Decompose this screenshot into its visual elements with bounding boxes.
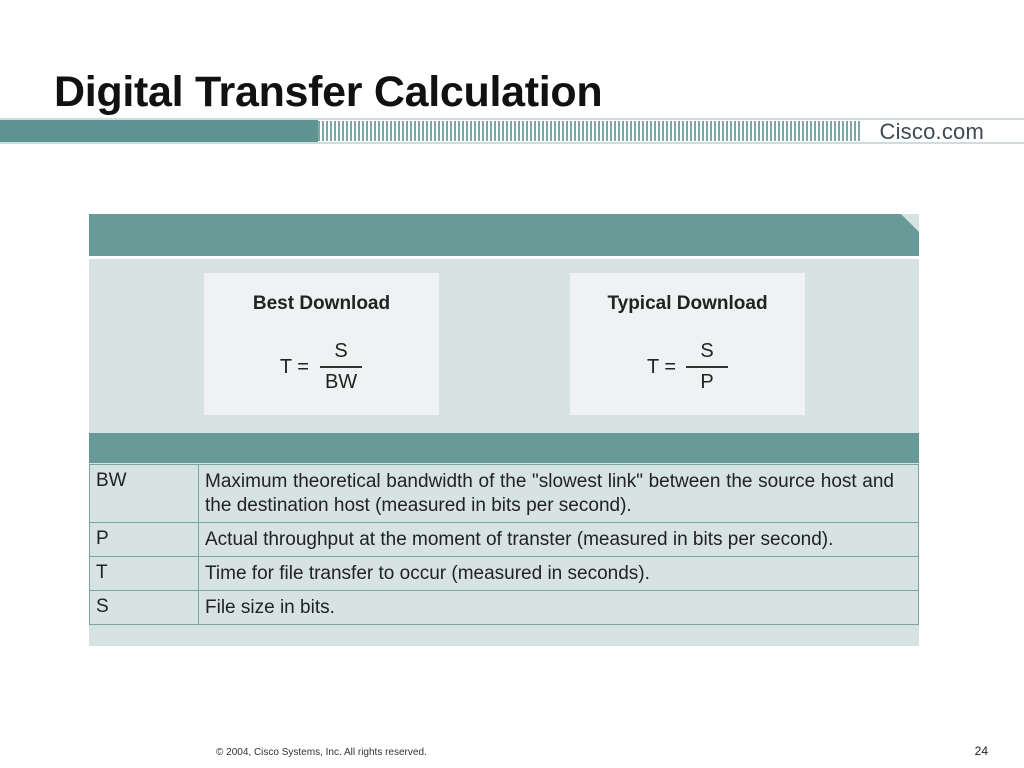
brand-logo-text: Cisco.com (879, 119, 984, 144)
banner-stripe (458, 121, 460, 141)
banner-stripe (342, 121, 344, 141)
formula-numerator: S (320, 340, 362, 368)
definitions-table (89, 464, 919, 625)
banner-stripe (850, 121, 852, 141)
banner-stripe (646, 121, 648, 141)
banner-stripe (814, 121, 816, 141)
banner-stripe (466, 121, 468, 141)
formula-panel (89, 214, 919, 646)
banner-stripe (486, 121, 488, 141)
formula-lhs: T = (279, 355, 309, 378)
banner-stripe (774, 121, 776, 141)
definition-term: T (90, 557, 199, 591)
banner-stripe (506, 121, 508, 141)
banner-stripe (366, 121, 368, 141)
banner-stripe (794, 121, 796, 141)
banner-stripe (450, 121, 452, 141)
banner-stripe (422, 121, 424, 141)
banner-stripe (786, 121, 788, 141)
definition-description: File size in bits. (199, 591, 919, 625)
banner-stripe (478, 121, 480, 141)
banner-stripe (642, 121, 644, 141)
banner-stripe (482, 121, 484, 141)
banner-stripe (810, 121, 812, 141)
banner-stripe (738, 121, 740, 141)
banner-stripe (658, 121, 660, 141)
banner-stripe (726, 121, 728, 141)
banner-stripe (634, 121, 636, 141)
banner-stripe (534, 121, 536, 141)
banner-stripe (614, 121, 616, 141)
banner-stripe (410, 121, 412, 141)
banner-stripe (826, 121, 828, 141)
banner-stripe (802, 121, 804, 141)
banner-stripe (370, 121, 372, 141)
banner-stripe (438, 121, 440, 141)
banner-stripe (750, 121, 752, 141)
banner-stripe (354, 121, 356, 141)
banner-stripe (546, 121, 548, 141)
banner-stripe (678, 121, 680, 141)
banner-stripe (382, 121, 384, 141)
banner-stripe (390, 121, 392, 141)
banner-stripe (742, 121, 744, 141)
banner-stripe (470, 121, 472, 141)
banner-stripe (670, 121, 672, 141)
banner-stripe (338, 121, 340, 141)
formula-denominator: BW (324, 371, 358, 393)
banner-stripe (610, 121, 612, 141)
banner-stripe (594, 121, 596, 141)
banner-stripe (510, 121, 512, 141)
banner-stripe (754, 121, 756, 141)
best-download-formula (204, 337, 439, 397)
banner-stripe (778, 121, 780, 141)
formula-lhs: T = (646, 355, 677, 378)
formula-fraction (686, 340, 728, 394)
banner-stripe (434, 121, 436, 141)
best-download-heading: Best Download (252, 293, 391, 314)
banner-bottom-line (0, 142, 1024, 144)
banner-stripe (474, 121, 476, 141)
banner-stripe (602, 121, 604, 141)
typical-download-formula (570, 337, 805, 397)
banner-stripe (562, 121, 564, 141)
banner-stripe (538, 121, 540, 141)
banner-stripe (834, 121, 836, 141)
banner-stripe (386, 121, 388, 141)
banner-stripe (590, 121, 592, 141)
banner-stripe (630, 121, 632, 141)
definition-description: Maximum theoretical bandwidth of the "slowest link" between the source host and the destination host (measured in bits per second). (199, 465, 919, 523)
banner-stripe (626, 121, 628, 141)
table-row (90, 523, 919, 557)
definition-description: Time for file transfer to occur (measured in seconds). (199, 557, 919, 591)
copyright-footer: © 2004, Cisco Systems, Inc. All rights reserved. (216, 747, 427, 758)
banner-stripe (686, 121, 688, 141)
table-row (90, 557, 919, 591)
banner-stripe (770, 121, 772, 141)
banner-stripe (554, 121, 556, 141)
banner-stripe (402, 121, 404, 141)
definition-term: P (90, 523, 199, 557)
banner-stripe (674, 121, 676, 141)
banner-stripe (790, 121, 792, 141)
banner-stripe (702, 121, 704, 141)
banner-stripe (582, 121, 584, 141)
formula-numerator: S (686, 340, 728, 368)
banner-stripe (514, 121, 516, 141)
banner-stripe (598, 121, 600, 141)
formula-denominator: P (700, 371, 714, 393)
banner-stripe (662, 121, 664, 141)
banner-stripe (430, 121, 432, 141)
banner-stripe (694, 121, 696, 141)
banner-stripe (714, 121, 716, 141)
banner-stripe (650, 121, 652, 141)
header-banner (0, 118, 1024, 144)
formula-area (89, 259, 919, 447)
definition-term: S (90, 591, 199, 625)
banner-stripe (542, 121, 544, 141)
banner-stripe (394, 121, 396, 141)
banner-stripe (706, 121, 708, 141)
banner-stripe (502, 121, 504, 141)
banner-stripe (494, 121, 496, 141)
banner-stripe (522, 121, 524, 141)
banner-stripe (334, 121, 336, 141)
typical-download-box (570, 273, 805, 415)
banner-stripe (830, 121, 832, 141)
panel-band (89, 433, 919, 463)
banner-stripe (718, 121, 720, 141)
banner-stripe (818, 121, 820, 141)
banner-graphic (0, 118, 1024, 144)
banner-stripe (346, 121, 348, 141)
page-number: 24 (974, 744, 988, 758)
banner-stripe (490, 121, 492, 141)
banner-stripe (318, 121, 320, 141)
table-row (90, 591, 919, 625)
typical-download-heading: Typical Download (607, 293, 768, 314)
banner-stripe (330, 121, 332, 141)
banner-stripe (758, 121, 760, 141)
banner-bar (0, 120, 318, 142)
banner-stripe (326, 121, 328, 141)
banner-stripe (838, 121, 840, 141)
panel-header-bar (89, 214, 919, 256)
banner-stripe (638, 121, 640, 141)
banner-stripe (414, 121, 416, 141)
best-download-box (204, 273, 439, 415)
banner-stripe (762, 121, 764, 141)
banner-stripe (806, 121, 808, 141)
banner-stripe (574, 121, 576, 141)
banner-stripe (698, 121, 700, 141)
banner-stripe (654, 121, 656, 141)
banner-stripe (586, 121, 588, 141)
definition-description: Actual throughput at the moment of transter (measured in bits per second). (199, 523, 919, 557)
banner-stripe (822, 121, 824, 141)
banner-stripe (418, 121, 420, 141)
banner-stripe (858, 121, 860, 141)
banner-stripe (682, 121, 684, 141)
banner-stripe (374, 121, 376, 141)
banner-stripe (606, 121, 608, 141)
banner-stripe (358, 121, 360, 141)
banner-stripe (426, 121, 428, 141)
banner-stripe (398, 121, 400, 141)
banner-stripe (446, 121, 448, 141)
slide-title: Digital Transfer Calculation (54, 68, 603, 116)
banner-stripe (322, 121, 324, 141)
banner-stripe (406, 121, 408, 141)
formula-fraction (319, 340, 363, 394)
banner-stripe (558, 121, 560, 141)
banner-stripe (710, 121, 712, 141)
banner-top-line (0, 118, 1024, 120)
banner-stripe (526, 121, 528, 141)
banner-stripe (570, 121, 572, 141)
banner-stripe (362, 121, 364, 141)
table-row (90, 465, 919, 523)
banner-stripe (442, 121, 444, 141)
banner-stripe (578, 121, 580, 141)
banner-stripe (734, 121, 736, 141)
banner-stripe (618, 121, 620, 141)
banner-stripe (854, 121, 856, 141)
banner-stripe (798, 121, 800, 141)
banner-stripe (666, 121, 668, 141)
banner-stripe (730, 121, 732, 141)
banner-stripe (766, 121, 768, 141)
banner-stripe (746, 121, 748, 141)
banner-stripe (622, 121, 624, 141)
banner-stripe (550, 121, 552, 141)
banner-stripe (530, 121, 532, 141)
banner-stripe (690, 121, 692, 141)
banner-stripe (846, 121, 848, 141)
banner-stripe (378, 121, 380, 141)
banner-stripe (518, 121, 520, 141)
banner-stripe (350, 121, 352, 141)
banner-stripe (566, 121, 568, 141)
definition-term: BW (90, 465, 199, 523)
banner-stripe (782, 121, 784, 141)
banner-stripe (462, 121, 464, 141)
banner-stripe (722, 121, 724, 141)
banner-stripe (454, 121, 456, 141)
banner-stripe (498, 121, 500, 141)
banner-stripe (842, 121, 844, 141)
banner-stripes (318, 121, 860, 141)
